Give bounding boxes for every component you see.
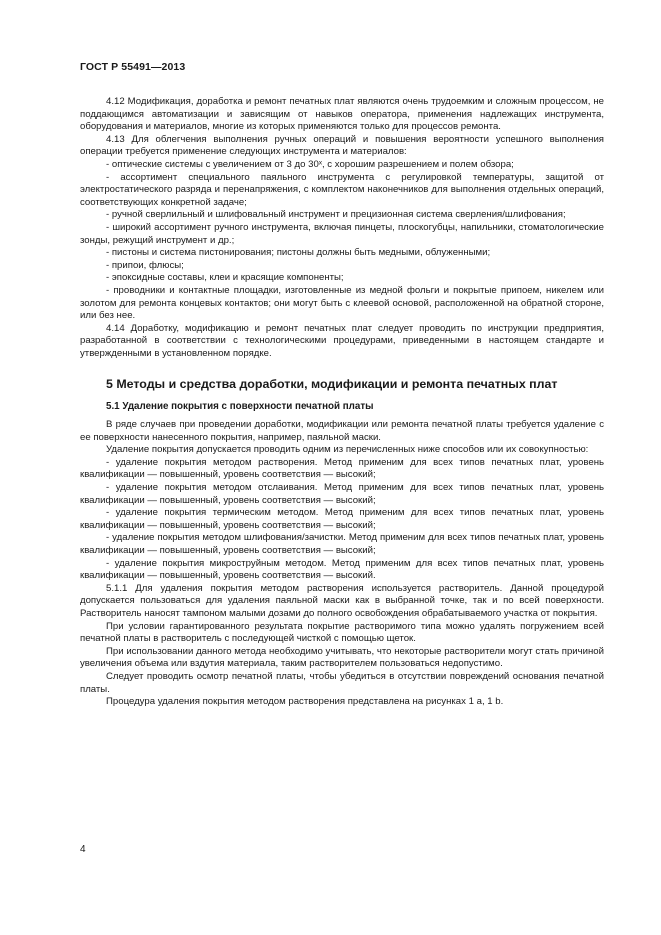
page-content [80, 96, 604, 709]
paragraph-4-13: 4.13 Для облегчения выполнения ручных операций и повышения вероятности успешного выполнения операции требуется применение следующих инструмента и материалов: [80, 133, 604, 158]
paragraph-immersion: При условии гарантированного результата покрытие растворимого типа можно удалять погружением всей печатной платы в растворитель с последующей чисткой с помощью щеток. [80, 620, 604, 645]
paragraph-solvent-warning: При использовании данного метода необходимо учитывать, что некоторые растворители могут стать причиной увеличения объема или вздутия материала, таким растворителем пользоваться недопустимо. [80, 645, 604, 670]
document-header: ГОСТ Р 55491—2013 [80, 61, 186, 73]
page-number: 4 [80, 844, 86, 855]
list-item-thermal: - удаление покрытия термическим методом. Метод применим для всех типов печатных плат, уровень квалификации — повышенный, уровень соответствия — высокий; [80, 507, 604, 531]
paragraph-5-1-1: 5.1.1 Для удаления покрытия методом растворения используется растворитель. Данной процедурой допускается пользоваться для удаления паяльной маски как в выбранной точке, так и по всей поверхности. Растворитель наносят тампоном малыми дозами до полного освобождения обрабатываемого участка от покрытия. [80, 582, 604, 619]
paragraph-4-12: 4.12 Модификация, доработка и ремонт печатных плат являются очень трудоемким и сложным процессом, не поддающимся автоматизации и зависящим от навыков оператора, применения надлежащих инструмента, оборудования и материалов, многие из которых применяются только для процессов ремонта. [80, 96, 604, 133]
list-item-peeling: - удаление покрытия методом отслаивания. Метод применим для всех типов печатных плат, уровень квалификации — повышенный, уровень соответствия — высокий; [80, 482, 604, 506]
list-item-dissolution: - удаление покрытия методом растворения. Метод применим для всех типов печатных плат, уровень квалификации — повышенный, уровень соответствия — высокий; [80, 456, 604, 481]
section-title: 5 Методы и средства доработки, модификации и ремонта печатных плат [106, 377, 558, 392]
list-item-hand-tools: - широкий ассортимент ручного инструмента, включая пинцеты, плоскогубцы, напильники, стоматологические зонды, режущий инструмент и др.; [80, 221, 604, 246]
list-item-eyelets: - пистоны и система пистонирования; пистоны должны быть медными, облуженными; [106, 247, 491, 259]
paragraph-4-14: 4.14 Доработку, модификацию и ремонт печатных плат следует проводить по инструкции предприятия, разработанной в соответствии с технологическими процедурами, приведенными в настоящем стандарте и утвержденными в установленном порядке. [80, 322, 604, 359]
list-item-solders-fluxes: - припои, флюсы; [106, 259, 184, 271]
paragraph-inspection: Следует проводить осмотр печатной платы, чтобы убедиться в отсутствии повреждений основания печатной платы. [80, 670, 604, 695]
list-item-conductors: - проводники и контактные площадки, изготовленные из медной фольги и покрытые припоем, никелем или золотом для ремонта концевых контактов; они могут быть с клеевой основой, расположенной на обратной стороне, или без нее. [80, 284, 604, 322]
paragraph-figure-reference: Процедура удаления покрытия методом растворения представлена на рисунках 1 а, 1 b. [106, 696, 504, 708]
list-item-soldering-tools: - ассортимент специального паяльного инструмента с регулировкой температуры, защитой от электростатического разряда и перенапряжения, с комплектом наконечников для выполнения отдельных операций, соответствующих конкретной задаче; [80, 171, 604, 208]
list-item-drilling-tools: - ручной сверлильный и шлифовальный инструмент и прецизионная система сверления/шлифования; [106, 209, 566, 221]
paragraph-intro: В ряде случаев при проведении доработки, модификации или ремонта печатной платы требуется удаление с ее поверхности нанесенного покрытия, например, паяльной маски. [80, 419, 604, 443]
list-item-optics: - оптические системы с увеличением от 3 до 30ˣ, с хорошим разрешением и полем обзора; [106, 158, 514, 170]
paragraph-methods-intro: Удаление покрытия допускается проводить одним из перечисленных ниже способов или их совокупностью: [106, 444, 589, 456]
subsection-title: 5.1 Удаление покрытия с поверхности печатной платы [106, 401, 374, 413]
list-item-microjet: - удаление покрытия микроструйным методом. Метод применим для всех типов печатных плат, уровень квалификации — повышенный, уровень соответствия — высокий. [80, 557, 604, 582]
list-item-epoxy: - эпоксидные составы, клеи и красящие компоненты; [106, 272, 344, 284]
list-item-grinding: - удаление покрытия методом шлифования/зачистки. Метод применим для всех типов печатных плат, уровень квалификации — повышенный, уровень соответствия — высокий; [80, 532, 604, 556]
